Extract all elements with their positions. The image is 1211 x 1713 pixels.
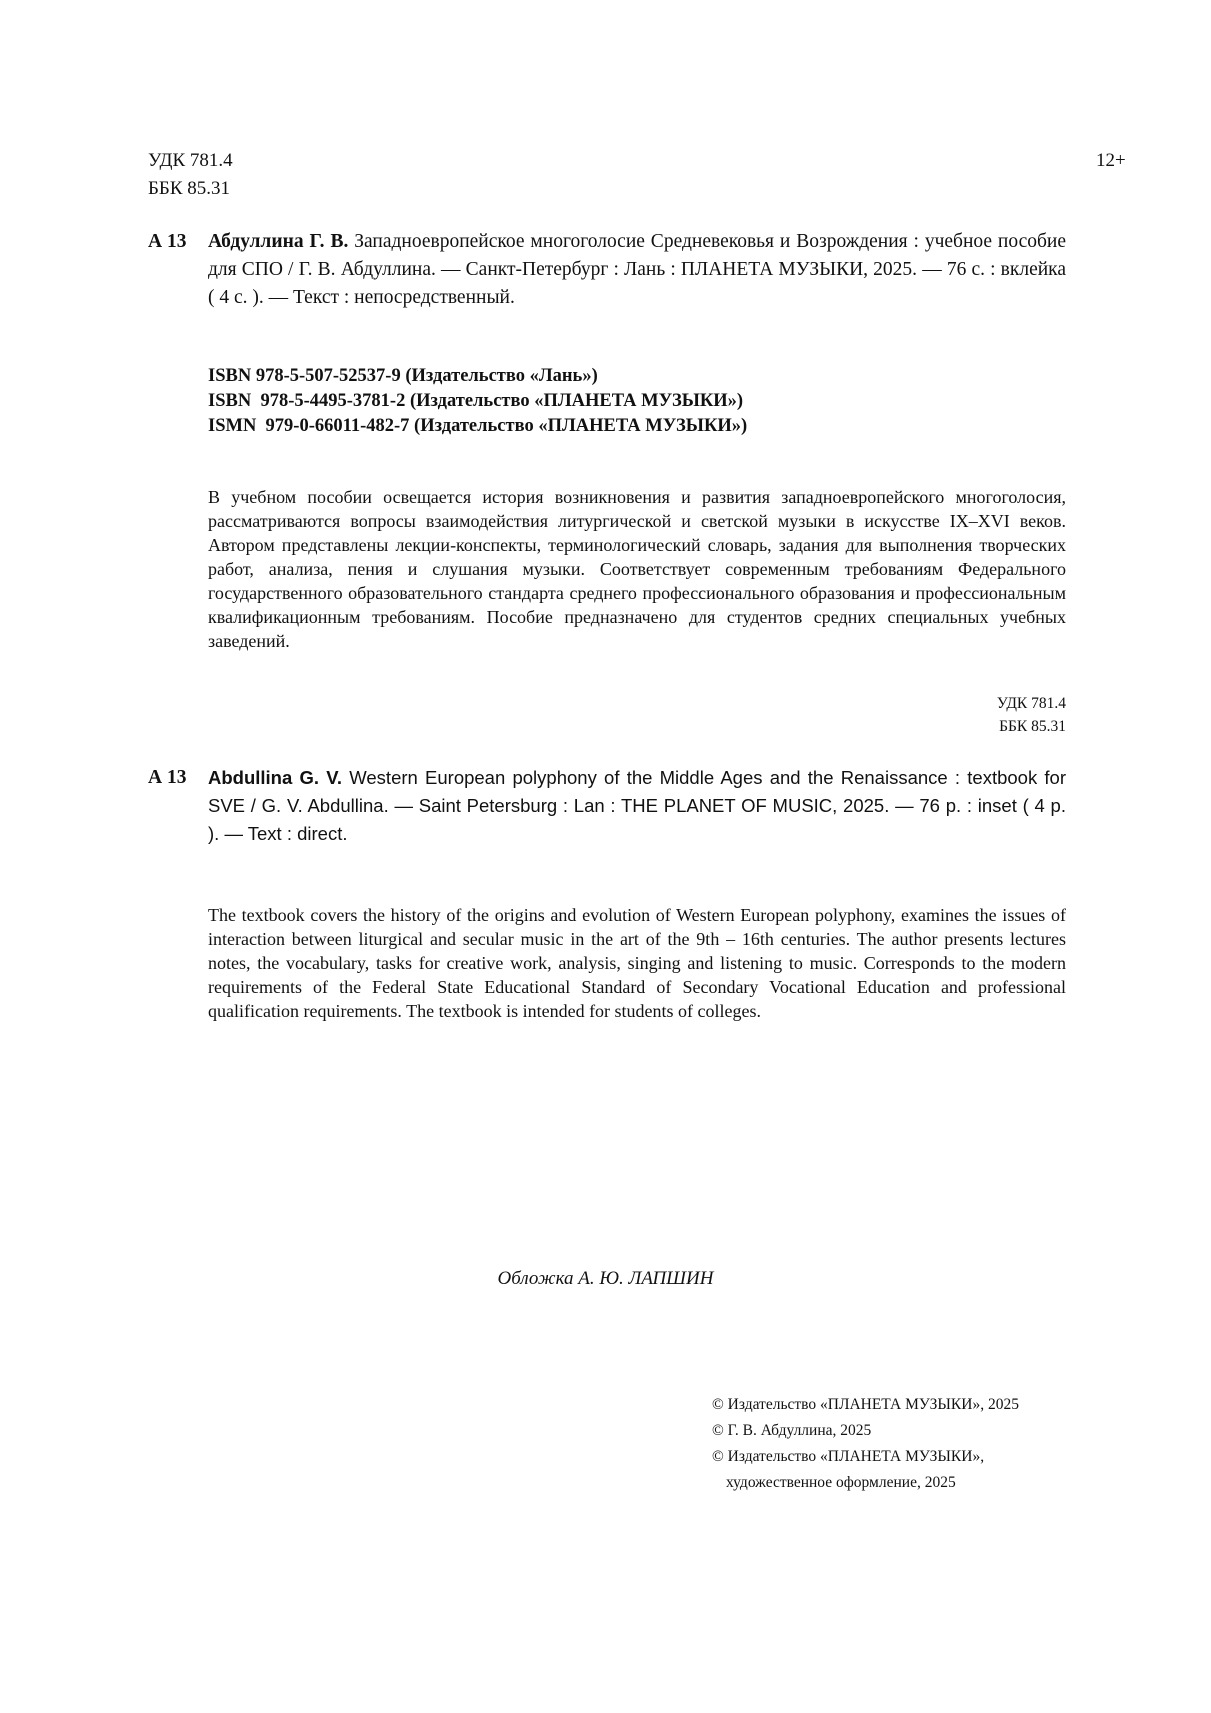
bbk-code: ББК 85.31 (999, 718, 1066, 735)
copyright-line: © Издательство «ПЛАНЕТА МУЗЫКИ», (712, 1448, 985, 1465)
isbn-block (208, 364, 747, 439)
cover-credit: Обложка А. Ю. ЛАПШИН (497, 1268, 714, 1289)
copyright-line: © Издательство «ПЛАНЕТА МУЗЫКИ», 2025 (712, 1396, 1019, 1413)
entry-body (208, 228, 1066, 312)
udk-code: УДК 781.4 (148, 150, 233, 171)
entry-description: Западноевропейское многоголосие Средневековья и Возрождения : учебное пособие для СПО / Г. В. Абдуллина. — Санкт-Петербург : Лань : ПЛАНЕТА МУЗЫКИ, 2025. — 76 с. : вклейка ( 4 с. ). — Текст : непосредственный. (208, 231, 1067, 308)
entry-description: Western European polyphony of the Middle Ages and the Renaissance : textbook for SVE / G. V. Abdullina. — Saint Petersburg : Lan : THE PLANET OF MUSIC, 2025. — 76 p. : inset ( 4 p. ). — Text : direct. (208, 767, 1067, 844)
copyright-line: художественное оформление, 2025 (726, 1474, 956, 1491)
bibliographic-entry-ru (148, 228, 1066, 312)
author-name: Абдуллина Г. В. (208, 231, 349, 252)
ismn-line: ISMN 979-0-66011-482-7 (Издательство «ПЛАНЕТА МУЗЫКИ») (208, 416, 748, 436)
isbn-line: ISBN 978-5-507-52537-9 (Издательство «Лань») (208, 366, 598, 386)
annotation-ru: В учебном пособии освещается история возникновения и развития западноевропейского многоголосия, рассматриваются вопросы взаимодействия литургической и светской музыки в искусстве IX–XVI веков. Автором представлены лекции-конспекты, терминологический словарь, задания для выполнения творческих работ, анализа, пения и слушания музыки. Соответствует современным требованиям Федерального государственного образовательного стандарта среднего профессионального образования и профессиональным квалификационным требованиям. Пособие предназначено для студентов средних специальных учебных заведений. (208, 487, 1066, 651)
isbn-line: ISBN 978-5-4495-3781-2 (Издательство «ПЛАНЕТА МУЗЫКИ») (208, 391, 744, 411)
author-mark: А 13 (148, 767, 187, 788)
age-rating: 12+ (1096, 150, 1126, 171)
copyright-block (712, 1392, 1019, 1496)
annotation-en: The textbook covers the history of the origins and evolution of Western European polyphony, examines the issues of interaction between liturgical and secular music in the art of the 9th – 16th centuries. The author presents lectures notes, the vocabulary, tasks for creative work, analysis, singing and listening to music. Corresponds to the modern requirements of the Federal State Educational Standard of Secondary Vocational Education and professional qualification requirements. The textbook is intended for students of colleges. (208, 905, 1066, 1021)
author-name: Abdullina G. V. (208, 767, 343, 788)
udk-code: УДК 781.4 (996, 695, 1066, 712)
author-mark: А 13 (148, 231, 187, 252)
classification-codes-right (900, 692, 1066, 738)
entry-body (208, 764, 1066, 848)
copyright-line: © Г. В. Абдуллина, 2025 (712, 1422, 872, 1439)
classification-codes (148, 147, 233, 203)
bibliographic-entry-en (148, 764, 1066, 848)
bbk-code: ББК 85.31 (148, 178, 230, 199)
